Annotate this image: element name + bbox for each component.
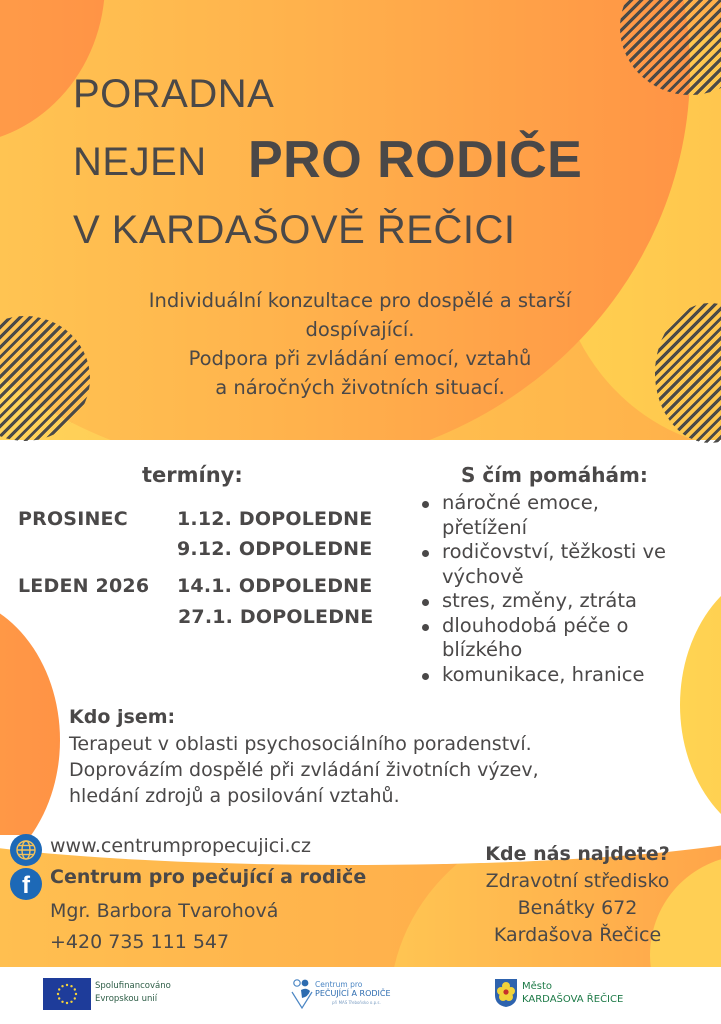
globe-icon xyxy=(10,834,42,866)
list-item: stres, změny, ztráta xyxy=(418,589,718,614)
term-month: LEDEN 2026 xyxy=(18,575,150,597)
title-highlight: PRO RODIČE xyxy=(248,131,583,189)
heart-people-icon xyxy=(290,978,314,1012)
location-block xyxy=(455,840,700,949)
eu-flag-icon xyxy=(43,978,91,1010)
term-date: 27.1. DOPOLEDNE xyxy=(178,606,374,628)
contact-phone[interactable]: +420 735 111 547 xyxy=(50,931,230,953)
location-heading: Kde nás najdete? xyxy=(485,843,670,865)
facebook-icon: f xyxy=(10,868,42,900)
term-date: 1.12. DOPOLEDNE xyxy=(177,508,373,530)
about-heading: Kdo jsem: xyxy=(69,706,176,728)
term-date: 9.12. ODPOLEDNE xyxy=(177,538,373,560)
intro-line: Podpora při zvládání emocí, vztahů xyxy=(188,347,532,370)
about-text: Terapeut v oblasti psychosociálního poradenství. Doprovázím dospělé při zvládání životních výzev, hledání zdrojů a posilování vztahů. xyxy=(69,733,539,807)
location-line: Zdravotní středisko xyxy=(485,870,670,892)
list-item: rodičovství, těžkosti ve výchově xyxy=(418,540,718,589)
term-month: PROSINEC xyxy=(18,508,128,530)
term-date: 14.1. ODPOLEDNE xyxy=(177,575,373,597)
bullet-icon xyxy=(422,550,429,557)
eu-cofunded-text: Spolufinancováno Evropskou unií xyxy=(95,981,171,1004)
intro-text xyxy=(40,286,680,402)
location-line: Kardašova Řečice xyxy=(493,924,662,946)
list-item: náročné emoce, přetížení xyxy=(418,491,718,540)
intro-line: a náročných životních situací. xyxy=(215,376,505,399)
intro-line: Individuální konzultace pro dospělé a starší xyxy=(148,289,572,312)
terms-heading: termíny: xyxy=(142,463,243,487)
website-link[interactable]: www.centrumpropecujici.cz xyxy=(50,835,311,857)
facebook-link[interactable]: Centrum pro pečující a rodiče xyxy=(50,866,367,888)
help-heading: S čím pomáhám: xyxy=(461,463,648,487)
bullet-icon xyxy=(422,673,429,680)
bullet-icon xyxy=(422,599,429,606)
title-line-2: NEJEN xyxy=(73,140,207,184)
intro-line: dospívající. xyxy=(305,318,415,341)
help-list xyxy=(418,491,718,687)
bullet-icon xyxy=(422,501,429,508)
footer-logos xyxy=(0,967,721,1024)
title-line-3: V KARDAŠOVĚ ŘEČICI xyxy=(73,208,516,252)
title-line-1: PORADNA xyxy=(73,72,275,116)
contact-name: Mgr. Barbora Tvarohová xyxy=(50,900,279,922)
list-item: dlouhodobá péče o blízkého xyxy=(418,614,718,663)
city-crest-icon xyxy=(494,978,518,1008)
city-name-text: Město KARDAŠOVA ŘEČICE xyxy=(522,981,624,1005)
centrum-logo: Centrum pro PEČUJÍCÍ A RODIČE při MAS Třeboňsko o.p.s. xyxy=(290,978,420,1013)
list-item: komunikace, hranice xyxy=(418,663,718,688)
bullet-icon xyxy=(422,624,429,631)
location-line: Benátky 672 xyxy=(517,897,638,919)
